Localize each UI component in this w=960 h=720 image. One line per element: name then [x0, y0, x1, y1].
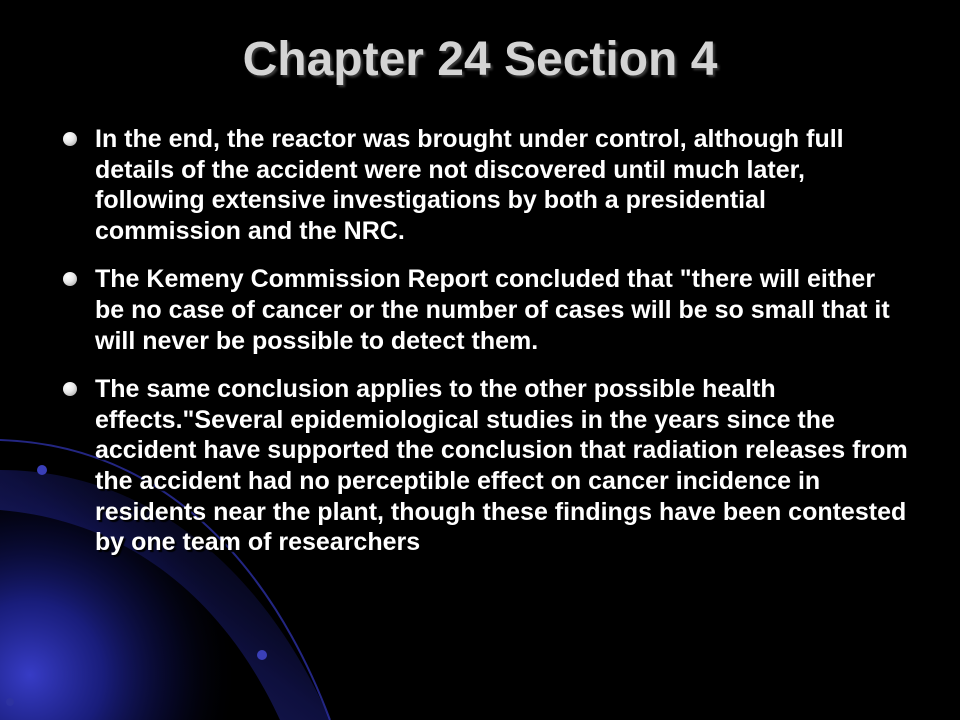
bullet-item [60, 124, 910, 246]
swirl-dot-2 [257, 650, 267, 660]
bullet-item [60, 264, 910, 356]
swirl-dot-1 [37, 465, 47, 475]
bullet-item [60, 374, 910, 558]
slide-title: Chapter 24 Section 4 [242, 33, 718, 86]
bullet-text: In the end, the reactor was brought under control, although full details of the accident were not discovered until much later, following extensive investigations by both a presidential commission and the NRC. [95, 125, 844, 245]
bullet-list [60, 124, 910, 576]
bullet-text: The Kemeny Commission Report concluded that "there will either be no case of cancer or the number of cases will be so small that it will never be possible to detect them. [95, 265, 890, 355]
bullet-dot-icon [63, 272, 77, 286]
bullet-dot-icon [63, 132, 77, 146]
bullet-dot-icon [63, 382, 77, 396]
swirl-dot-3 [6, 698, 14, 706]
bullet-text: The same conclusion applies to the other possible health effects."Several epidemiological studies in the years since the accident have supported the conclusion that radiation releases from the accident had no perceptible effect on cancer incidence in residents near the plant, though these findings have been contested by one team of researchers [95, 375, 908, 557]
